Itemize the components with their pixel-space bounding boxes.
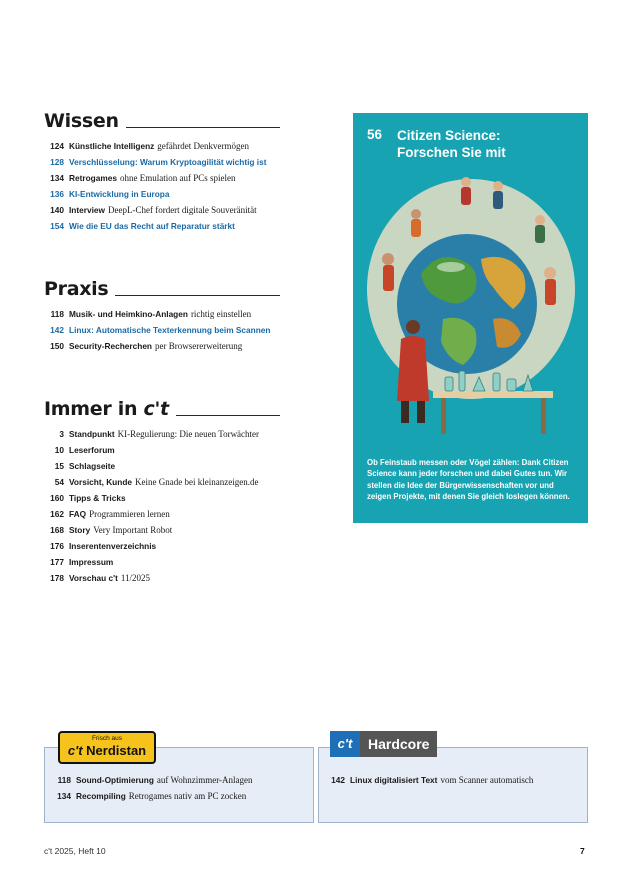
toc-headline: FAQ bbox=[69, 509, 87, 519]
toc-description: Retrogames nativ am PC zocken bbox=[128, 791, 247, 801]
toc-headline: Musik- und Heimkino-Anlagen bbox=[69, 309, 188, 319]
section-title-immer bbox=[44, 399, 169, 419]
toc-entry[interactable] bbox=[44, 154, 280, 170]
feature-title-line1: Citizen Science: bbox=[397, 128, 501, 143]
feature-page-number: 56 bbox=[367, 127, 383, 142]
toc-entry[interactable] bbox=[44, 218, 280, 234]
toc-entry[interactable] bbox=[51, 772, 253, 788]
toc-headline: Schlagseite bbox=[69, 461, 116, 471]
section-header bbox=[44, 279, 280, 299]
toc-headline: Security-Recherchen bbox=[69, 341, 153, 351]
section-praxis bbox=[44, 279, 280, 354]
toc-headline: Tipps & Tricks bbox=[69, 493, 126, 503]
toc-page-number: 134 bbox=[57, 791, 71, 801]
toc-headline: Künstliche Intelligenz bbox=[69, 141, 155, 151]
toc-headline: Inserentenverzeichnis bbox=[69, 541, 157, 551]
toc-headline: Linux digitalisiert Text bbox=[350, 775, 438, 785]
toc-entry[interactable] bbox=[325, 772, 533, 788]
toc-page-number: 178 bbox=[50, 573, 64, 583]
ct-brand: c't bbox=[67, 743, 83, 758]
toc-description: Programmieren lernen bbox=[89, 509, 170, 519]
toc-description: DeepL-Chef fordert digitale Souveränität bbox=[107, 205, 257, 215]
toc-list-praxis bbox=[44, 306, 280, 354]
toc-headline: Leserforum bbox=[69, 445, 115, 455]
toc-description: per Browsererweiterung bbox=[155, 341, 243, 351]
toc-page-number: 168 bbox=[50, 525, 64, 535]
ct-brand: c't bbox=[143, 398, 169, 420]
toc-entry[interactable] bbox=[44, 458, 280, 474]
ct-logo-icon: c't bbox=[330, 731, 360, 757]
feature-title-line2: Forschen Sie mit bbox=[397, 145, 506, 160]
toc-entry[interactable] bbox=[44, 554, 280, 570]
toc-page-number: 142 bbox=[331, 775, 345, 785]
toc-entry[interactable] bbox=[44, 322, 280, 338]
toc-entry[interactable] bbox=[44, 490, 280, 506]
toc-list-hardcore bbox=[325, 772, 533, 788]
toc-entry[interactable] bbox=[51, 788, 253, 804]
section-immer bbox=[44, 399, 280, 586]
toc-entry[interactable] bbox=[44, 338, 280, 354]
toc-entry[interactable] bbox=[44, 170, 280, 186]
toc-entry[interactable] bbox=[44, 506, 280, 522]
toc-entry[interactable] bbox=[44, 426, 280, 442]
toc-description: Keine Gnade bei kleinanzeigen.de bbox=[135, 477, 259, 487]
page-number: 7 bbox=[580, 846, 585, 856]
toc-description: richtig einstellen bbox=[190, 309, 252, 319]
toc-page-number: 154 bbox=[50, 221, 64, 231]
toc-description: ohne Emulation auf PCs spielen bbox=[119, 173, 236, 183]
hardcore-box bbox=[318, 747, 588, 823]
toc-page-number: 134 bbox=[50, 173, 64, 183]
nerdistan-logo bbox=[58, 731, 156, 764]
section-title-prefix: Immer in bbox=[44, 398, 138, 420]
toc-page-number: 128 bbox=[50, 157, 64, 167]
citizen-science-illustration bbox=[363, 169, 578, 459]
nerdistan-name-row bbox=[60, 743, 154, 758]
hardcore-label: Hardcore bbox=[360, 731, 437, 757]
toc-description: vom Scanner automatisch bbox=[440, 775, 534, 785]
toc-page-number: 140 bbox=[50, 205, 64, 215]
section-rule bbox=[115, 295, 280, 296]
toc-headline: Standpunkt bbox=[69, 429, 115, 439]
toc-headline: Sound-Optimierung bbox=[76, 775, 154, 785]
toc-headline: Retrogames bbox=[69, 173, 117, 183]
section-wissen bbox=[44, 111, 280, 234]
toc-list-immer bbox=[44, 426, 280, 586]
toc-page-number: 54 bbox=[54, 477, 64, 487]
toc-description: KI-Regulierung: Die neuen Torwächter bbox=[117, 429, 260, 439]
toc-page-number: 160 bbox=[50, 493, 64, 503]
toc-headline: Story bbox=[69, 525, 91, 535]
toc-page-number: 118 bbox=[50, 309, 64, 319]
toc-page-number: 176 bbox=[50, 541, 64, 551]
toc-headline: Interview bbox=[69, 205, 105, 215]
hardcore-logo bbox=[330, 731, 437, 757]
feature-teaser-text: Ob Feinstaub messen oder Vögel zählen: Dank Citizen Science kann jeder forschen und dabei Gutes tun. Wir stellen die Idee der Bürgerwissenschaften vor und zeigen Projekte, mit denen Sie gleich loslegen können. bbox=[367, 458, 570, 501]
toc-headline: KI-Entwicklung in Europa bbox=[69, 189, 170, 199]
toc-entry[interactable] bbox=[44, 442, 280, 458]
toc-headline: Vorschau c't bbox=[69, 573, 118, 583]
toc-description: gefährdet Denkvermögen bbox=[157, 141, 250, 151]
section-rule bbox=[176, 415, 280, 416]
nerdistan-sub: Frisch aus bbox=[92, 735, 122, 742]
toc-headline: Recompiling bbox=[76, 791, 126, 801]
toc-page-number: 177 bbox=[50, 557, 64, 567]
toc-description: auf Wohnzimmer-Anlagen bbox=[156, 775, 253, 785]
toc-headline: Linux: Automatische Texterkennung beim Scannen bbox=[69, 325, 271, 335]
toc-entry[interactable] bbox=[44, 570, 280, 586]
cover-feature-panel[interactable] bbox=[353, 113, 588, 523]
toc-page-number: 136 bbox=[50, 189, 64, 199]
toc-page-number: 118 bbox=[57, 775, 71, 785]
toc-page-number: 162 bbox=[50, 509, 64, 519]
toc-entry[interactable] bbox=[44, 522, 280, 538]
section-header bbox=[44, 399, 280, 419]
feature-title bbox=[397, 127, 506, 161]
toc-page-number: 10 bbox=[54, 445, 64, 455]
toc-entry[interactable] bbox=[44, 138, 280, 154]
section-rule bbox=[126, 127, 280, 128]
toc-list-wissen bbox=[44, 138, 280, 234]
toc-entry[interactable] bbox=[44, 306, 280, 322]
toc-page-number: 150 bbox=[50, 341, 64, 351]
toc-description: Very Important Robot bbox=[93, 525, 173, 535]
toc-entry[interactable] bbox=[44, 186, 280, 202]
nerdistan-name: Nerdistan bbox=[86, 743, 147, 758]
toc-entry[interactable] bbox=[44, 202, 280, 218]
toc-description: 11/2025 bbox=[120, 573, 151, 583]
section-title-praxis: Praxis bbox=[44, 278, 109, 300]
section-title-wissen: Wissen bbox=[44, 110, 119, 132]
toc-entry[interactable] bbox=[44, 538, 280, 554]
toc-list-nerdistan bbox=[51, 772, 253, 804]
toc-headline: Impressum bbox=[69, 557, 114, 567]
toc-page-number: 15 bbox=[54, 461, 64, 471]
footer-issue: c't 2025, Heft 10 bbox=[44, 846, 106, 856]
toc-headline: Wie die EU das Recht auf Reparatur stärkt bbox=[69, 221, 235, 231]
section-header bbox=[44, 111, 280, 131]
toc-entry[interactable] bbox=[44, 474, 280, 490]
toc-page-number: 3 bbox=[59, 429, 64, 439]
toc-headline: Verschlüsselung: Warum Kryptoagilität wichtig ist bbox=[69, 157, 267, 167]
toc-headline: Vorsicht, Kunde bbox=[69, 477, 133, 487]
toc-page-number: 142 bbox=[50, 325, 64, 335]
toc-page-number: 124 bbox=[50, 141, 64, 151]
